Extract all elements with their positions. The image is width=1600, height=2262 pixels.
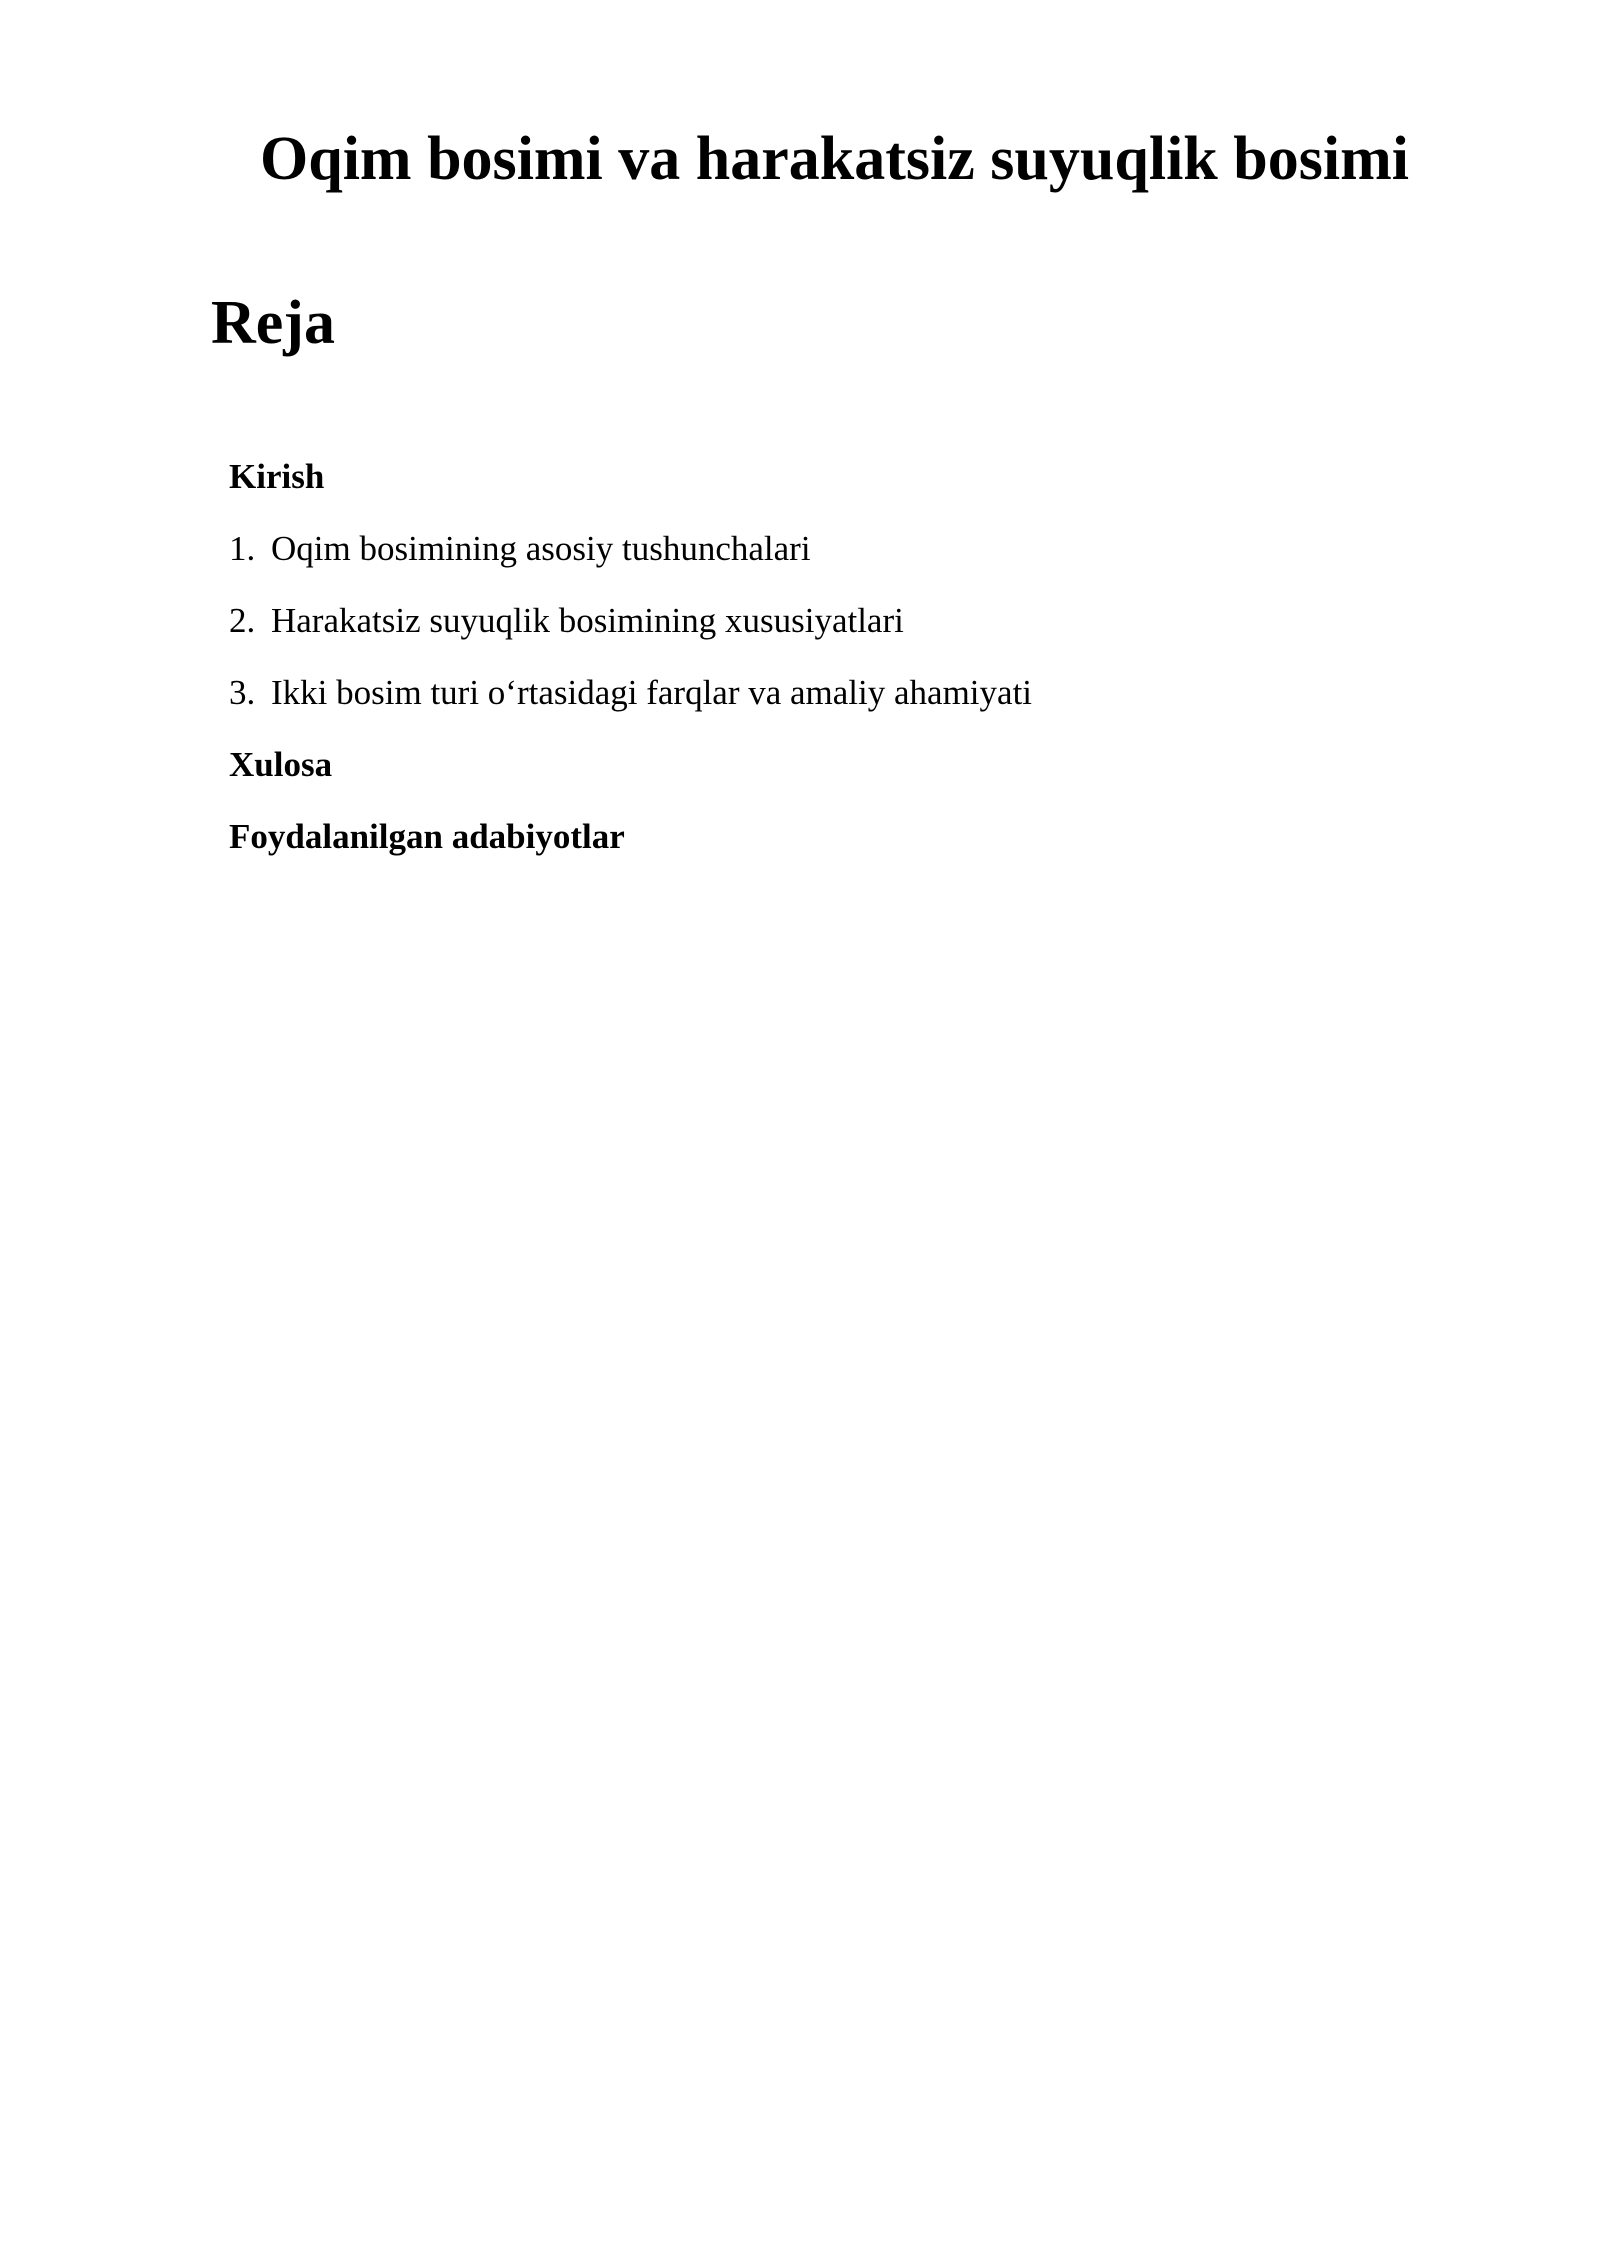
plan-item-references: Foydalanilgan adabiyotlar bbox=[229, 817, 625, 856]
plan-heading: Reja bbox=[211, 289, 335, 357]
plan-item-2 bbox=[229, 596, 1429, 668]
document-title: Oqim bosimi va harakatsiz suyuqlik bosimi bbox=[260, 125, 1409, 193]
plan-item-3 bbox=[229, 668, 1429, 740]
plan-item-number: 3. bbox=[229, 673, 256, 712]
plan-item-1 bbox=[229, 524, 1429, 596]
plan-item-intro: Kirish bbox=[229, 457, 325, 496]
plan-item-number: 1. bbox=[229, 529, 256, 568]
plan-list bbox=[229, 452, 1429, 884]
plan-item-text: Harakatsiz suyuqlik bosimining xususiyatlari bbox=[271, 601, 904, 640]
plan-item-number: 2. bbox=[229, 601, 256, 640]
plan-item-text: Ikki bosim turi o‘rtasidagi farqlar va amaliy ahamiyati bbox=[271, 673, 1033, 712]
plan-item-text: Oqim bosimining asosiy tushunchalari bbox=[271, 529, 811, 568]
plan-item-conclusion: Xulosa bbox=[229, 745, 333, 784]
